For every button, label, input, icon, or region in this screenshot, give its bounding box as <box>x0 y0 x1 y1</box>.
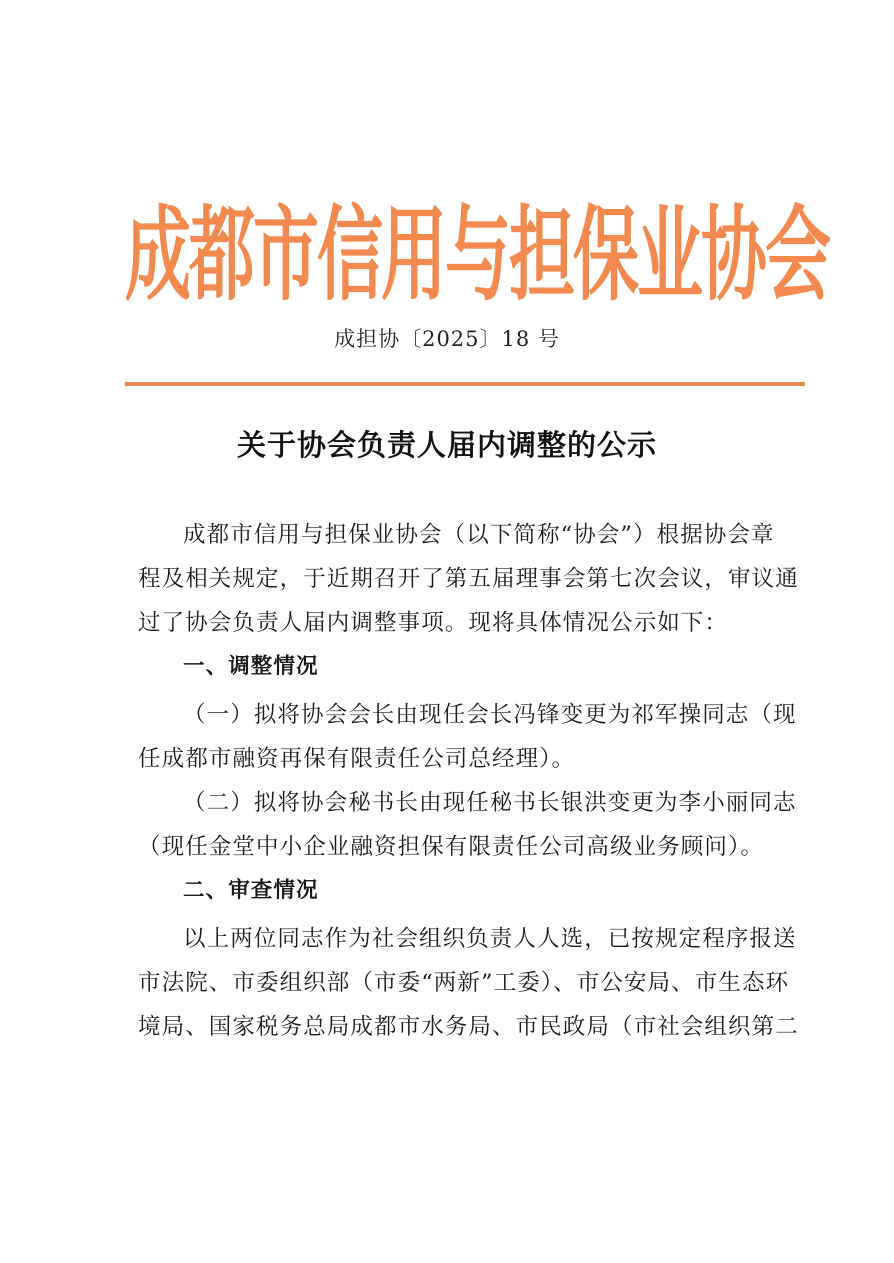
section-heading-adjustment: 一、调整情况 <box>183 654 319 679</box>
item-one-line: （一）拟将协会会长由现任会长冯锋变更为祁军操同志（现 <box>183 702 797 728</box>
header-divider <box>125 382 805 386</box>
notice-body <box>138 513 808 1049</box>
review-line: 以上两位同志作为社会组织负责人人选，已按规定程序报送 <box>183 926 797 952</box>
review-line: 境局、国家税务总局成都市水务局、市民政局（市社会组织第二 <box>138 1014 799 1040</box>
notice-title: 关于协会负责人届内调整的公示 <box>236 428 657 462</box>
item-two-line: （现任金堂中小企业融资担保有限责任公司高级业务顾问）。 <box>138 834 764 860</box>
intro-line: 程及相关规定，于近期召开了第五届理事会第七次会议，审议通 <box>138 566 799 592</box>
item-two-line: （二）拟将协会秘书长由现任秘书长银洪变更为李小丽同志 <box>183 790 797 816</box>
review-line: 市法院、市委组织部（市委“两新”工委）、市公安局、市生态环 <box>138 970 790 996</box>
document-number: 成担协〔2025〕18 号 <box>334 327 560 351</box>
item-one-line: 任成都市融资再保有限责任公司总经理）。 <box>138 746 576 772</box>
intro-line: 过了协会负责人届内调整事项。现将具体情况公示如下： <box>138 610 729 636</box>
section-heading-review: 二、审查情况 <box>183 878 319 903</box>
organization-masthead: 成都市信用与担保业协会 <box>125 195 829 315</box>
intro-line: 成都市信用与担保业协会（以下简称“协会”）根据协会章 <box>183 522 775 548</box>
